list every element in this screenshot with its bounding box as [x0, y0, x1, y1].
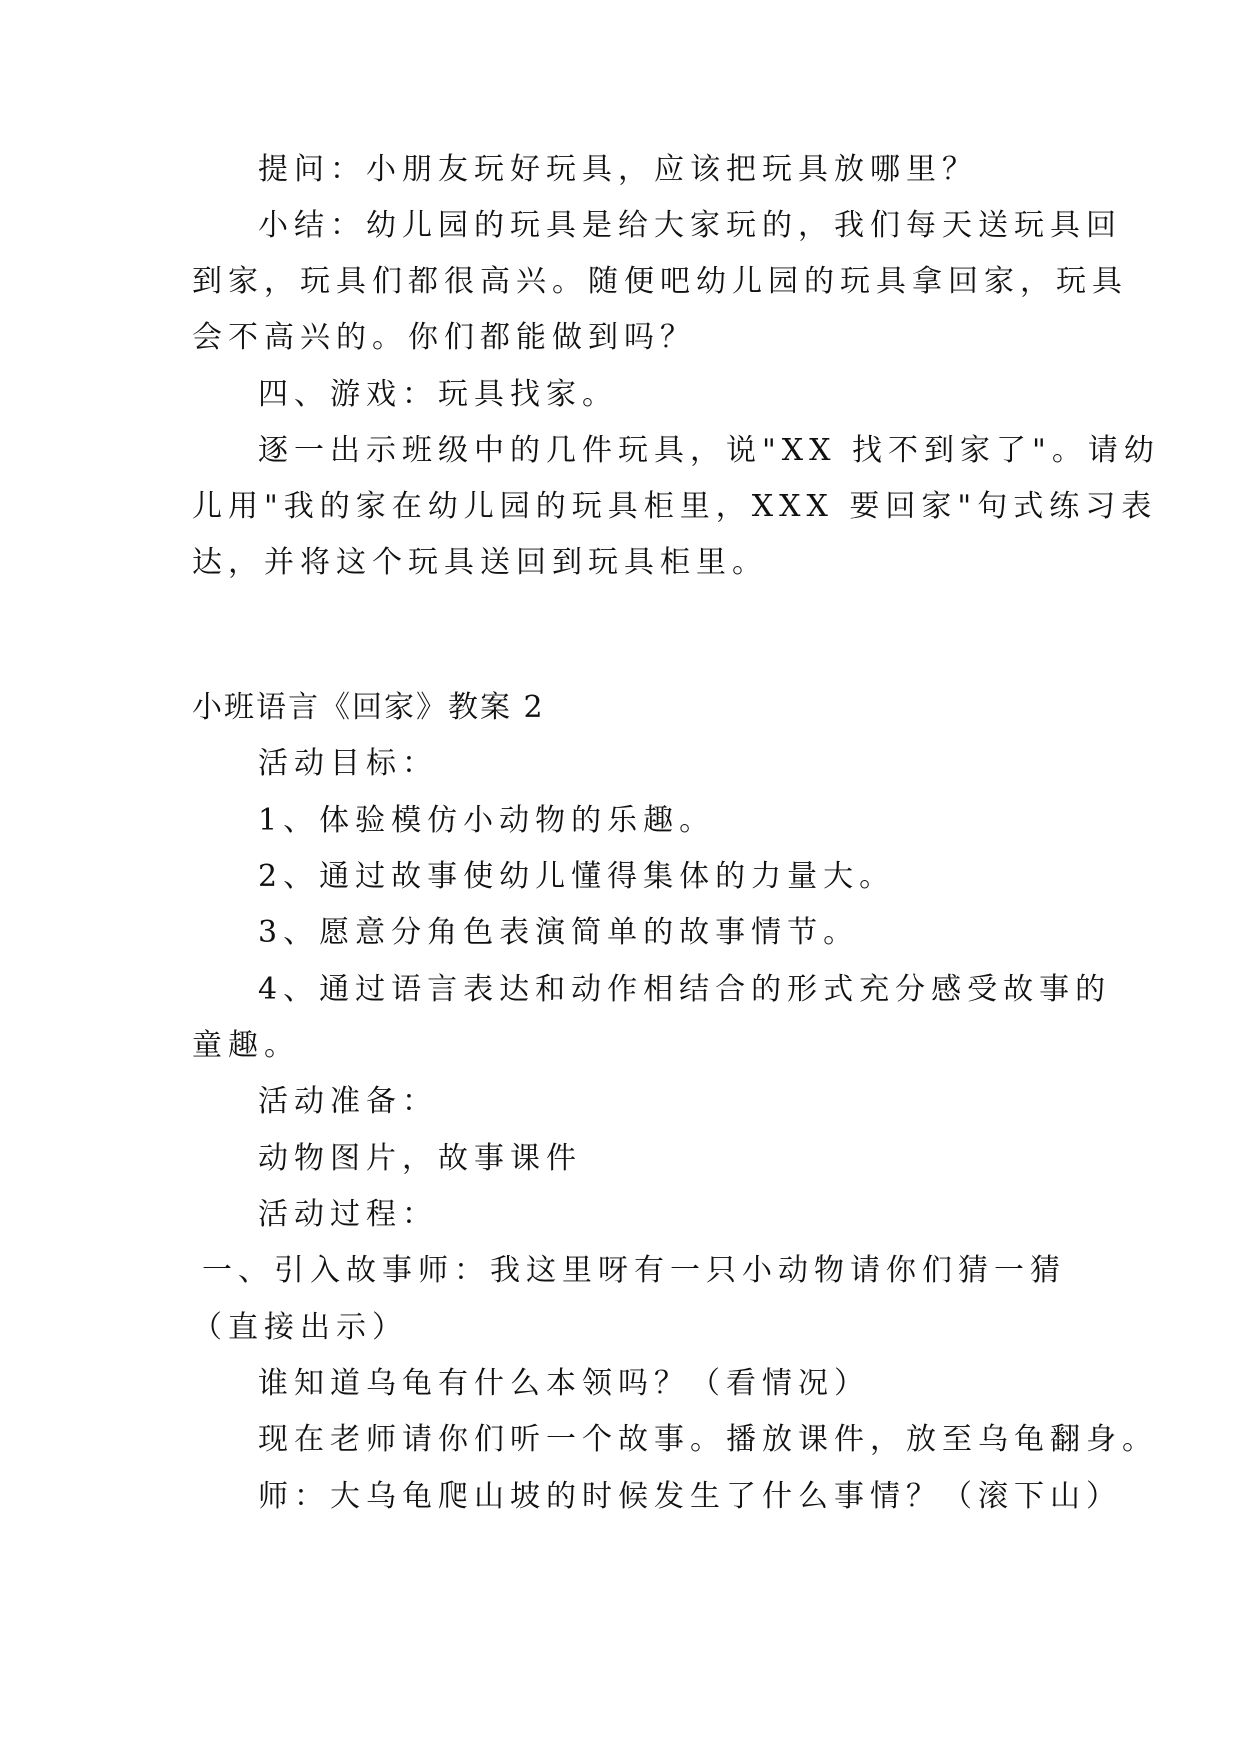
- summary-line-2: 到家，玩具们都很高兴。随便吧幼儿园的玩具拿回家，玩具: [192, 264, 1128, 299]
- goal-2: 2、通过故事使幼儿懂得集体的力量大。: [258, 859, 896, 894]
- game-line-1: 逐一出示班级中的几件玩具，说"XX 找不到家了"。请幼: [258, 433, 1160, 468]
- process-heading: 活动过程：: [258, 1197, 438, 1232]
- goal-1: 1、体验模仿小动物的乐趣。: [258, 803, 716, 838]
- step-1-line-1: 一、引入故事师：我这里呀有一只小动物请你们猜一猜: [202, 1253, 1066, 1288]
- game-line-3: 达，并将这个玩具送回到玩具柜里。: [192, 545, 768, 580]
- goal-4-line-2: 童趣。: [192, 1028, 300, 1063]
- summary-line-3: 会不高兴的。你们都能做到吗？: [192, 320, 696, 355]
- goals-heading: 活动目标：: [258, 746, 438, 781]
- goal-3: 3、愿意分角色表演简单的故事情节。: [258, 915, 860, 950]
- goal-4-line-1: 4、通过语言表达和动作相结合的形式充分感受故事的: [258, 972, 1112, 1007]
- question-line: 提问：小朋友玩好玩具，应该把玩具放哪里？: [258, 152, 978, 187]
- prep-text: 动物图片，故事课件: [258, 1141, 582, 1176]
- section-title: 小班语言《回家》教案 2: [192, 690, 545, 725]
- paragraph-1: 谁知道乌龟有什么本领吗？（看情况）: [258, 1366, 870, 1401]
- game-line-2: 儿用"我的家在幼儿园的玩具柜里，XXX 要回家"句式练习表: [192, 489, 1158, 524]
- game-heading: 四、游戏：玩具找家。: [258, 377, 618, 412]
- summary-line-1: 小结：幼儿园的玩具是给大家玩的，我们每天送玩具回: [258, 208, 1122, 243]
- paragraph-2: 现在老师请你们听一个故事。播放课件，放至乌龟翻身。: [258, 1422, 1158, 1457]
- step-1-line-2: （直接出示）: [192, 1310, 408, 1345]
- paragraph-3: 师：大乌龟爬山坡的时候发生了什么事情？（滚下山）: [258, 1479, 1122, 1514]
- prep-heading: 活动准备：: [258, 1084, 438, 1119]
